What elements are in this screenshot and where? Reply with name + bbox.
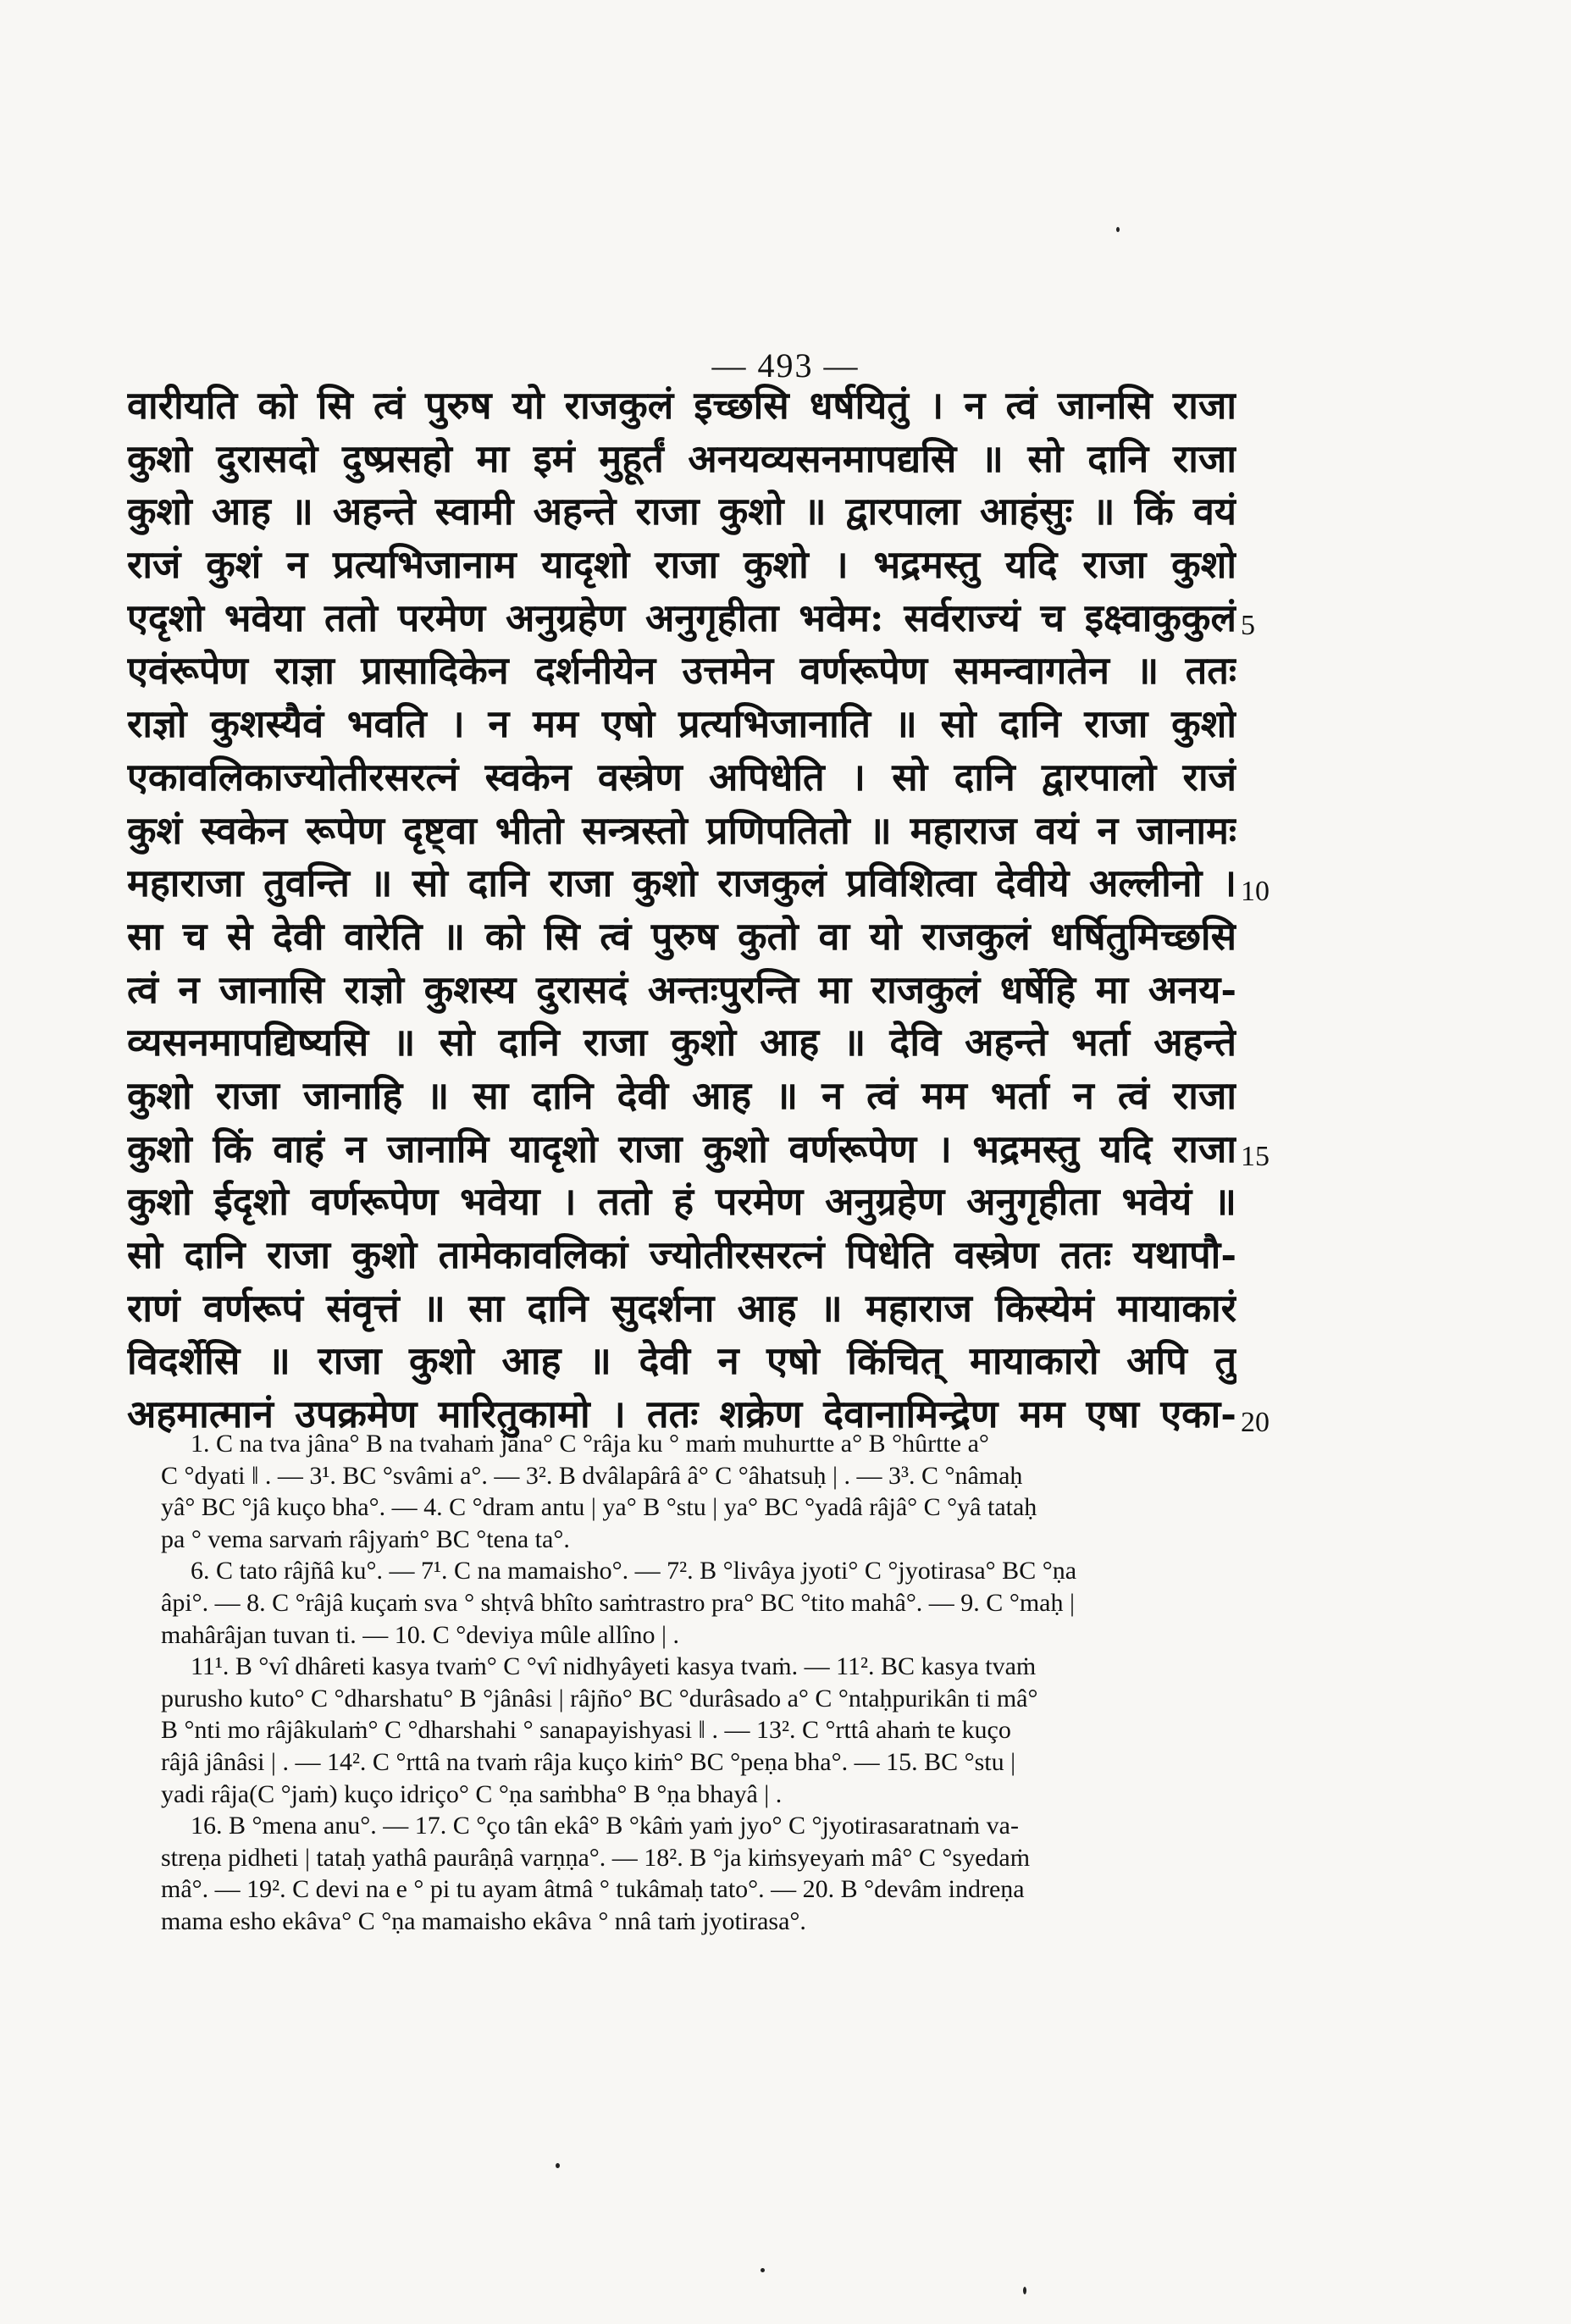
text-line: सो दानि राजा कुशो तामेकावलिकां ज्योतीरसरत्नं पिधेति वस्त्रेण ततः यथापौ- bbox=[127, 1232, 1236, 1277]
footnote-line: 1. C na tva jâna° B na tvahaṁ jâna° C °râja ku ° maṁ muhurtte a° B °hûrtte a° bbox=[191, 1430, 989, 1458]
line-number: 5 bbox=[1241, 610, 1255, 641]
text-line: कुशं स्वकेन रूपेण दृष्ट्वा भीतो सन्त्रस्तो प्रणिपतितो ॥ महाराज वयं न जानामः bbox=[127, 807, 1236, 853]
line-number: 15 bbox=[1241, 1141, 1270, 1172]
footnote-line: mama esho ekâva° C °ṇa mamaisho ekâva ° nnâ taṁ jyotirasa°. bbox=[161, 1906, 806, 1935]
footnote-line: 6. C tato râjñâ ku°. — 7¹. C na mamaisho°. — 7². B °livâya jyoti° C °jyotirasa° BC °ṇa bbox=[191, 1557, 1077, 1585]
footnote-line: râjâ jânâsi | . — 14². C °rttâ na tvaṁ râja kuço kiṁ° BC °peṇa bha°. — 15. BC °stu | bbox=[161, 1747, 1016, 1776]
footnote-line: streṇa pidheti | tataḥ yathâ paurâṇâ varṇṇa°. — 18². B °ja kiṁsyeyaṁ mâ° C °syedaṁ bbox=[161, 1843, 1031, 1872]
scan-speck bbox=[1023, 2287, 1026, 2294]
footnotes-block bbox=[161, 1428, 1236, 1938]
text-line: एवंरूपेण राज्ञा प्रासादिकेन दर्शनीयेन उत्तमेन वर्णरूपेण समन्वागतेन ॥ ततः bbox=[127, 648, 1236, 694]
text-line: राणं वर्णरूपं संवृत्तं ॥ सा दानि सुदर्शना आह ॥ महाराज किस्येमं मायाकारं bbox=[127, 1285, 1236, 1331]
footnote-line: 11¹. B °vî dhâreti kasya tvaṁ° C °vî nidhyâyeti kasya tvaṁ. — 11². BC kasya tvaṁ bbox=[191, 1652, 1037, 1681]
text-line: एदृशो भवेया ततो परमेण अनुग्रहेण अनुगृहीता भवेम: सर्वराज्यं च इक्ष्वाकुकुलं bbox=[127, 595, 1236, 640]
text-line: कुशो ईदृशो वर्णरूपेण भवेया । ततो हं परमेण अनुग्रहेण अनुगृहीता भवेयं ॥ bbox=[127, 1179, 1236, 1225]
text-line: कुशो आह ॥ अहन्ते स्वामी अहन्ते राजा कुशो ॥ द्वारपाला आहंसुः ॥ किं वयं bbox=[127, 489, 1236, 534]
footnote-line: C °dyati ‖ . — 3¹. BC °svâmi a°. — 3². B dvâlapârâ â° C °âhatsuḥ | . — 3³. C °nâmaḥ bbox=[161, 1461, 1023, 1490]
footnote-line: 16. B °mena anu°. — 17. C °ço tân ekâ° B °kâṁ yaṁ jyo° C °jyotirasaratnaṁ va- bbox=[191, 1812, 1019, 1840]
main-text-block bbox=[127, 379, 1236, 1441]
text-line: वारीयति को सि त्वं पुरुष यो राजकुलं इच्छसि धर्षयितुं । न त्वं जानसि राजा bbox=[127, 383, 1236, 428]
footnote-line: B °nti mo râjâkulaṁ° C °dharshahi ° sanapayishyasi ‖ . — 13². C °rttâ ahaṁ te kuço bbox=[161, 1716, 1011, 1745]
line-number: 20 bbox=[1241, 1407, 1270, 1438]
text-line: एकावलिकाज्योतीरसरत्नं स्वकेन वस्त्रेण अपिधेति । सो दानि द्वारपालो राजं bbox=[127, 754, 1236, 800]
scan-speck bbox=[761, 2268, 765, 2272]
line-number: 10 bbox=[1241, 876, 1270, 907]
footnote-line: mâ°. — 19². C devi na e ° pi tu ayam âtmâ ° tukâmaḥ tato°. — 20. B °devâm indreṇa bbox=[161, 1875, 1025, 1904]
text-line: विदर्शेसि ॥ राजा कुशो आह ॥ देवी न एषो किंचित् मायाकारो अपि तु bbox=[127, 1338, 1236, 1384]
footnote-line: yadi râja(C °jaṁ) kuço idriço° C °ṇa saṁbha° B °ṇa bhayâ | . bbox=[161, 1779, 783, 1808]
scan-speck bbox=[1116, 227, 1120, 232]
footnote-line: pa ° vema sarvaṁ râjyaṁ° BC °tena ta°. bbox=[161, 1524, 570, 1553]
page-number: — 493 — bbox=[711, 346, 860, 385]
text-line: व्यसनमापद्यिष्यसि ॥ सो दानि राजा कुशो आह ॥ देवि अहन्ते भर्ता अहन्ते bbox=[127, 1020, 1236, 1065]
footnote-line: mahârâjan tuvan ti. — 10. C °deviya mûle allîno | . bbox=[161, 1620, 680, 1649]
text-line: महाराजा तुवन्ति ॥ सो दानि राजा कुशो राजकुलं प्रविशित्वा देवीये अल्लीनो । bbox=[127, 860, 1236, 906]
footnote-line: yâ° BC °jâ kuço bha°. — 4. C °dram antu | ya° B °stu | ya° BC °yadâ râjâ° C °yâ tataḥ bbox=[161, 1493, 1037, 1522]
text-line: कुशो दुरासदो दुष्प्रसहो मा इमं मुहूर्तं अनयव्यसनमापद्यसि ॥ सो दानि राजा bbox=[127, 435, 1236, 481]
text-line: राजं कुशं न प्रत्यभिजानाम यादृशो राजा कुशो । भद्रमस्तु यदि राजा कुशो bbox=[127, 542, 1236, 588]
footnote-line: purusho kuto° C °dharshatu° B °jânâsi | râjño° BC °durâsado a° C °ntaḥpurikân ti mâ° bbox=[161, 1684, 1038, 1713]
text-line: कुशो किं वाहं न जानामि यादृशो राजा कुशो वर्णरूपेण । भद्रमस्तु यदि राजा bbox=[127, 1126, 1236, 1171]
text-line: अहमात्मानं उपक्रमेण मारितुकामो । ततः शक्रेण देवानामिन्द्रेण मम एषा एका- bbox=[127, 1392, 1236, 1437]
text-line: त्वं न जानासि राज्ञो कुशस्य दुरासदं अन्तःपुरन्ति मा राजकुलं धर्षेहि मा अनय- bbox=[127, 966, 1236, 1012]
text-line: कुशो राजा जानाहि ॥ सा दानि देवी आह ॥ न त्वं मम भर्ता न त्वं राजा bbox=[127, 1072, 1236, 1118]
scan-speck bbox=[556, 2163, 560, 2168]
footnote-line: âpi°. — 8. C °râjâ kuçaṁ sva ° shṭvâ bhîto saṁtrastro pra° BC °tito mahâ°. — 9. C °maḥ | bbox=[161, 1588, 1075, 1617]
text-line: राज्ञो कुशस्यैवं भवति । न मम एषो प्रत्यभिजानाति ॥ सो दानि राजा कुशो bbox=[127, 701, 1236, 747]
text-line: सा च से देवी वारेति ॥ को सि त्वं पुरुष कुतो वा यो राजकुलं धर्षितुमिच्छसि bbox=[127, 913, 1236, 959]
